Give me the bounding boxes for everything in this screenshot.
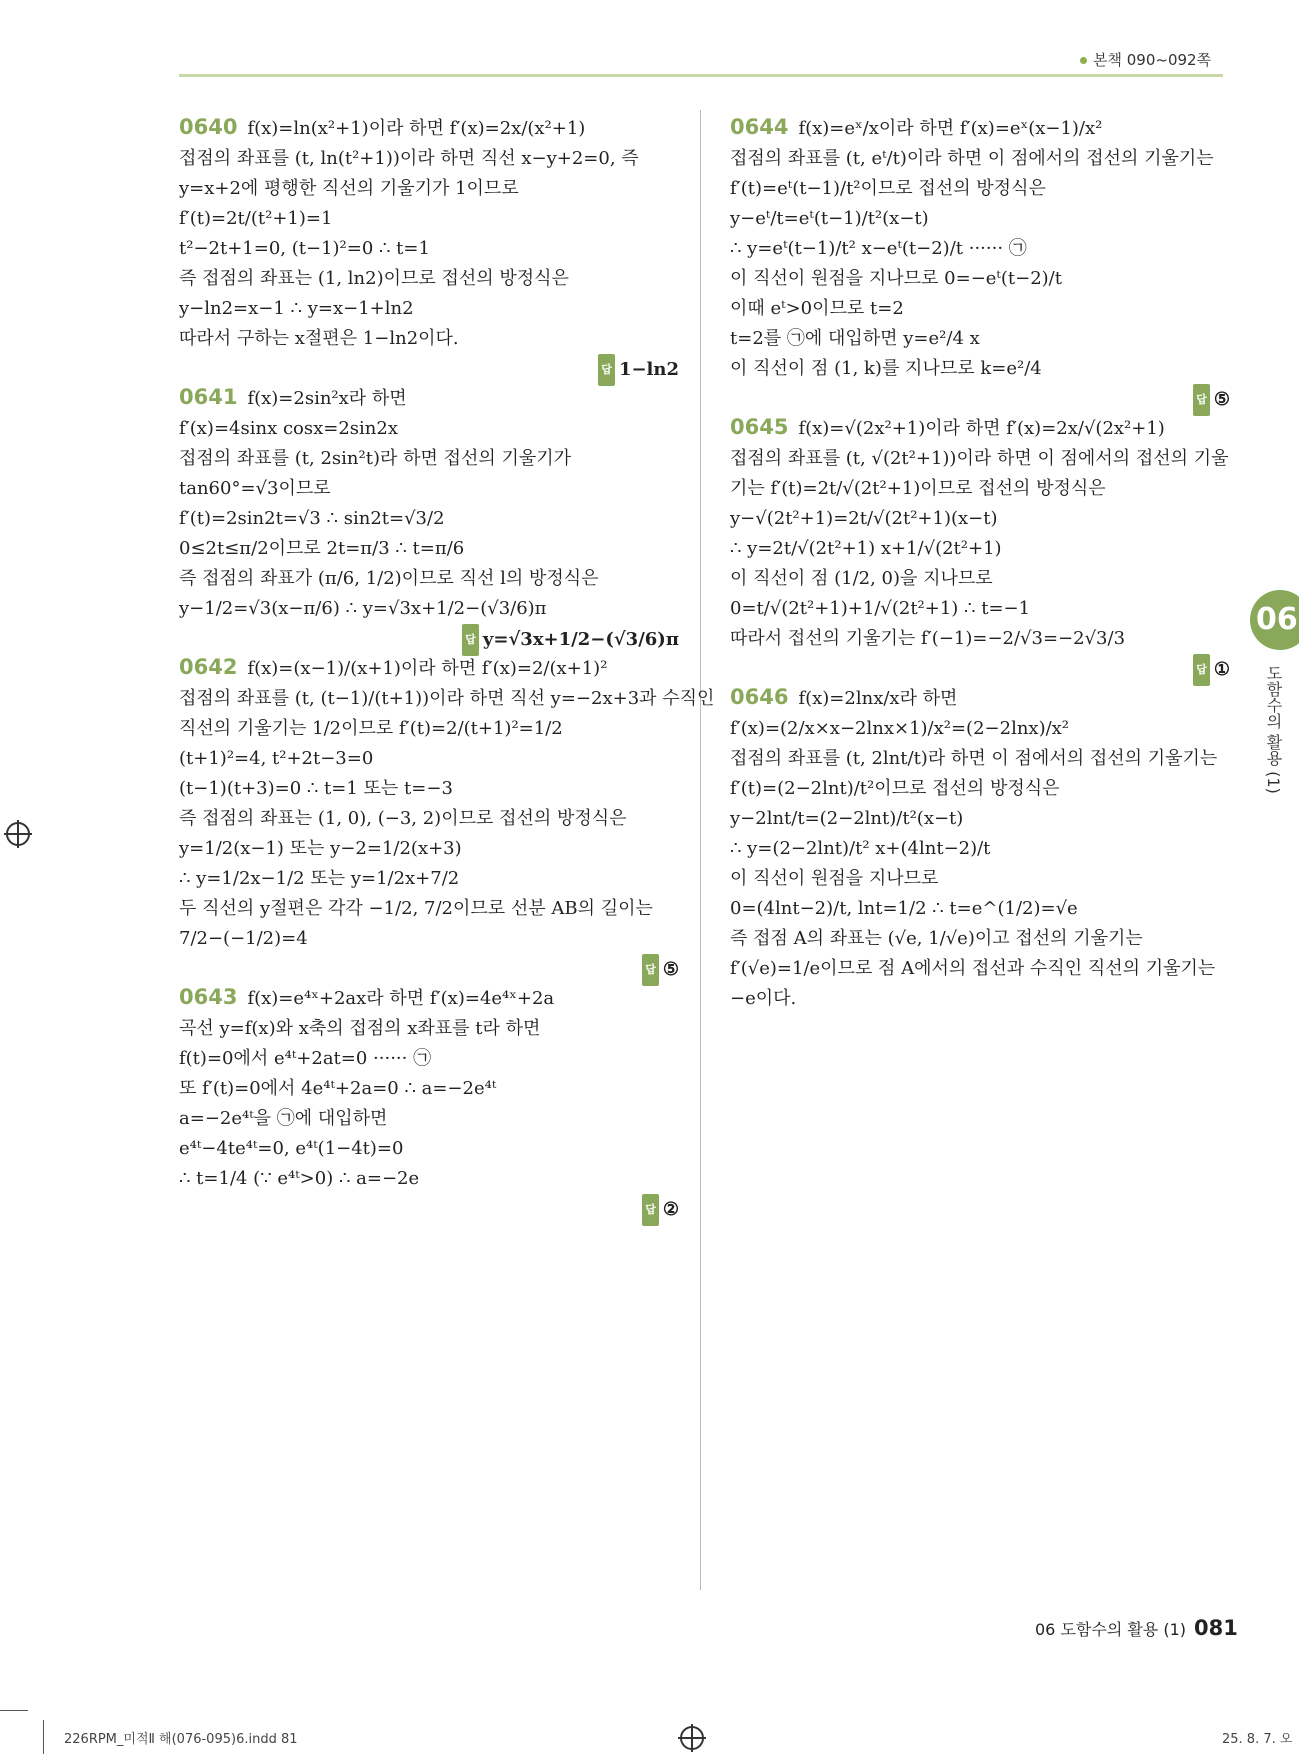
chapter-number: 06: [1256, 602, 1298, 637]
answer-value: 1−ln2: [618, 359, 679, 380]
solution-text: 접점의 좌표를 (t, (t−1)/(t+1))이라 하면 직선 y=−2x+3과 수직인: [179, 688, 715, 709]
solution-text: 즉 접점 A의 좌표는 (√e, 1/√e)이고 접선의 기울기는: [730, 928, 1143, 949]
solution-text: 이때 eᵗ>0이므로 t=2: [730, 298, 904, 319]
answer-tag-icon: 답: [1193, 384, 1210, 416]
solution-line: [179, 684, 715, 714]
solution-line: [730, 234, 1230, 264]
header-rule: [179, 74, 1223, 77]
solution-line: [730, 834, 1230, 864]
solution-line: [179, 474, 679, 504]
solution-line: [179, 504, 679, 534]
solution-text: f(x)=eˣ/x이라 하면 f′(x)=eˣ(x−1)/x²: [798, 118, 1103, 139]
column-divider: [700, 110, 701, 1590]
solution-line: [730, 264, 1230, 294]
solution-text: 이 직선이 점 (1/2, 0)을 지나므로: [730, 568, 993, 589]
solution-line: [179, 774, 679, 804]
solution-line: [730, 144, 1230, 174]
solution-line: [179, 234, 679, 264]
solution-line: [179, 264, 679, 294]
solution-line: [179, 894, 679, 924]
solution-text: y−eᵗ/t=eᵗ(t−1)/t²(x−t): [730, 208, 929, 229]
page-footer: [1035, 1616, 1238, 1640]
answer-value: ⑤: [662, 959, 679, 980]
answer: [1193, 384, 1230, 416]
solution-line: [730, 864, 1230, 894]
solution-line: [730, 564, 1230, 594]
solution-text: 즉 접점의 좌표가 (π/6, 1/2)이므로 직선 l의 방정식은: [179, 568, 599, 589]
solution-line: [730, 204, 1230, 234]
solution-line: [179, 652, 679, 684]
solution-text: 따라서 구하는 x절편은 1−ln2이다.: [179, 328, 459, 349]
solution-text: ∴ y=2t/√(2t²+1) x+1/√(2t²+1): [730, 538, 1002, 559]
solution-text: 두 직선의 y절편은 각각 −1/2, 7/2이므로 선분 AB의 길이는: [179, 898, 653, 919]
solution-text: 이 직선이 원점을 지나므로 0=−eᵗ(t−2)/t: [730, 268, 1062, 289]
crop-mark: [0, 1710, 28, 1711]
problem-0642: [179, 652, 715, 980]
right-column: [730, 112, 1230, 1042]
answer-tag-icon: 답: [598, 354, 615, 386]
solution-text: ∴ y=(2−2lnt)/t² x+(4lnt−2)/t: [730, 838, 991, 859]
solution-text: f′(t)=2sin2t=√3 ∴ sin2t=√3/2: [179, 508, 445, 529]
solution-text: f′(t)=eᵗ(t−1)/t²이므로 접선의 방정식은: [730, 178, 1046, 199]
solution-text: f′(√e)=1/e이므로 점 A에서의 접선과 수직인 직선의 기울기는: [730, 958, 1216, 979]
solution-line: [730, 774, 1230, 804]
solution-line: [179, 382, 679, 414]
solution-text: f′(t)=(2−2lnt)/t²이므로 접선의 방정식은: [730, 778, 1060, 799]
registration-mark-icon: [6, 822, 30, 846]
answer-tag-icon: 답: [642, 954, 659, 986]
problem-0646: [730, 682, 1230, 1014]
solution-line: [179, 1014, 679, 1044]
solution-text: 7/2−(−1/2)=4: [179, 928, 308, 949]
solution-line: [730, 682, 1230, 714]
solution-text: 접점의 좌표를 (t, √(2t²+1))이라 하면 이 점에서의 접선의 기울: [730, 448, 1229, 469]
problem-0643: [179, 982, 679, 1220]
solution-line: [179, 564, 679, 594]
solution-line: [179, 982, 679, 1014]
solution-line: [730, 954, 1230, 984]
solution-text: f′(t)=2t/(t²+1)=1: [179, 208, 333, 229]
solution-text: 또 f′(t)=0에서 4e⁴ᵗ+2a=0 ∴ a=−2e⁴ᵗ: [179, 1078, 497, 1099]
problem-number: 0646: [730, 685, 789, 709]
solution-text: f(x)=(x−1)/(x+1)이라 하면 f′(x)=2/(x+1)²: [247, 658, 608, 679]
slug-file: 226RPM_미적Ⅱ 해(076-095)6.indd 81: [64, 1732, 298, 1747]
solution-line: [730, 804, 1230, 834]
solution-text: tan60°=√3이므로: [179, 478, 331, 499]
solution-text: e⁴ᵗ−4te⁴ᵗ=0, e⁴ᵗ(1−4t)=0: [179, 1138, 404, 1159]
solution-line: [179, 1134, 679, 1164]
solution-line: [179, 112, 679, 144]
solution-line: [730, 174, 1230, 204]
problem-number: 0642: [179, 655, 238, 679]
solution-text: y−1/2=√3(x−π/6) ∴ y=√3x+1/2−(√3/6)π: [179, 598, 547, 619]
solution-text: f(x)=2sin²x라 하면: [247, 388, 407, 409]
solution-line: [730, 474, 1230, 504]
solution-text: f(x)=2lnx/x라 하면: [798, 688, 958, 709]
problem-number: 0644: [730, 115, 789, 139]
solution-line: [179, 804, 679, 834]
page-header: [1080, 49, 1211, 70]
solution-text: ∴ t=1/4 (∵ e⁴ᵗ>0) ∴ a=−2e: [179, 1168, 420, 1189]
solution-line: [730, 924, 1230, 954]
bullet-dot-icon: [1080, 57, 1087, 64]
solution-line: [179, 144, 679, 174]
solution-text: f(t)=0에서 e⁴ᵗ+2at=0 ······ ㉠: [179, 1048, 432, 1069]
solution-text: ∴ y=1/2x−1/2 또는 y=1/2x+7/2: [179, 868, 460, 889]
solution-line: [179, 1104, 679, 1134]
answer: [598, 354, 679, 386]
solution-line: [730, 594, 1230, 624]
answer-value: y=√3x+1/2−(√3/6)π: [482, 629, 679, 650]
solution-text: −e이다.: [730, 988, 797, 1009]
solution-line: [730, 744, 1230, 774]
solution-line: [179, 324, 679, 354]
solution-line: [730, 412, 1230, 444]
solution-text: f(x)=ln(x²+1)이라 하면 f′(x)=2x/(x²+1): [247, 118, 586, 139]
solution-text: t²−2t+1=0, (t−1)²=0 ∴ t=1: [179, 238, 430, 259]
crop-mark: [43, 1720, 44, 1754]
solution-text: (t−1)(t+3)=0 ∴ t=1 또는 t=−3: [179, 778, 453, 799]
solution-line: [730, 294, 1230, 324]
answer-tag-icon: 답: [642, 1194, 659, 1226]
solution-text: 직선의 기울기는 1/2이므로 f′(t)=2/(t+1)²=1/2: [179, 718, 563, 739]
solution-line: [179, 714, 679, 744]
solution-text: 접점의 좌표를 (t, eᵗ/t)이라 하면 이 점에서의 접선의 기울기는: [730, 148, 1214, 169]
answer: [1193, 654, 1230, 686]
solution-text: a=−2e⁴ᵗ을 ㉠에 대입하면: [179, 1108, 388, 1129]
solution-line: [730, 444, 1230, 474]
solution-line: [179, 534, 679, 564]
answer-tag-icon: 답: [1193, 654, 1210, 686]
solution-text: 0=(4lnt−2)/t, lnt=1/2 ∴ t=e^(1/2)=√e: [730, 898, 1078, 919]
solution-line: [730, 112, 1230, 144]
solution-line: [730, 984, 1230, 1014]
solution-line: [179, 744, 679, 774]
solution-text: 접점의 좌표를 (t, 2lnt/t)라 하면 이 점에서의 접선의 기울기는: [730, 748, 1218, 769]
footer-chapter: 06 도함수의 활용 (1): [1035, 1620, 1187, 1639]
solution-line: [179, 594, 679, 624]
problem-0644: [730, 112, 1230, 410]
answer-value: ⑤: [1213, 389, 1230, 410]
solution-line: [179, 444, 679, 474]
solution-line: [730, 534, 1230, 564]
problem-number: 0641: [179, 385, 238, 409]
solution-text: f′(x)=4sinx cosx=2sin2x: [179, 418, 398, 439]
solution-line: [179, 834, 679, 864]
problem-number: 0640: [179, 115, 238, 139]
solution-text: 이 직선이 점 (1, k)를 지나므로 k=e²/4: [730, 358, 1042, 379]
solution-text: y=x+2에 평행한 직선의 기울기가 1이므로: [179, 178, 519, 199]
solution-line: [179, 1074, 679, 1104]
solution-text: y=1/2(x−1) 또는 y−2=1/2(x+3): [179, 838, 462, 859]
solution-text: y−2lnt/t=(2−2lnt)/t²(x−t): [730, 808, 964, 829]
solution-text: 0=t/√(2t²+1)+1/√(2t²+1) ∴ t=−1: [730, 598, 1031, 619]
chapter-tab-title: 도함수의 활용 (1): [1264, 665, 1283, 794]
problem-number: 0645: [730, 415, 789, 439]
solution-text: 즉 접점의 좌표는 (1, ln2)이므로 접선의 방정식은: [179, 268, 569, 289]
problem-0641: [179, 382, 679, 650]
solution-line: [730, 894, 1230, 924]
solution-line: [179, 924, 679, 954]
left-column: [179, 112, 715, 1226]
solution-line: [730, 324, 1230, 354]
solution-text: y−√(2t²+1)=2t/√(2t²+1)(x−t): [730, 508, 998, 529]
answer: [642, 1194, 679, 1226]
solution-line: [730, 504, 1230, 534]
solution-text: 곡선 y=f(x)와 x축의 접점의 x좌표를 t라 하면: [179, 1018, 541, 1039]
solution-line: [179, 1164, 679, 1194]
solution-line: [730, 714, 1230, 744]
page-number: 081: [1194, 1616, 1238, 1640]
problem-0645: [730, 412, 1230, 680]
answer-value: ②: [662, 1199, 679, 1220]
solution-text: ∴ y=eᵗ(t−1)/t² x−eᵗ(t−2)/t ······ ㉠: [730, 238, 1027, 259]
answer-tag-icon: 답: [462, 624, 479, 656]
answer: [642, 954, 679, 986]
solution-line: [730, 624, 1230, 654]
solution-line: [179, 174, 679, 204]
solution-line: [179, 864, 679, 894]
problem-number: 0643: [179, 985, 238, 1009]
solution-text: 기는 f′(t)=2t/√(2t²+1)이므로 접선의 방정식은: [730, 478, 1106, 499]
solution-line: [179, 414, 679, 444]
solution-line: [730, 354, 1230, 384]
solution-text: 접점의 좌표를 (t, ln(t²+1))이라 하면 직선 x−y+2=0, 즉: [179, 148, 639, 169]
solution-text: y−ln2=x−1 ∴ y=x−1+ln2: [179, 298, 414, 319]
solution-text: 접점의 좌표를 (t, 2sin²t)라 하면 접선의 기울기가: [179, 448, 572, 469]
slug-date: 25. 8. 7. 오: [1222, 1732, 1293, 1747]
solution-text: 즉 접점의 좌표는 (1, 0), (−3, 2)이므로 접선의 방정식은: [179, 808, 627, 829]
solution-text: f(x)=e⁴ˣ+2ax라 하면 f′(x)=4e⁴ˣ+2a: [247, 988, 555, 1009]
solution-text: 이 직선이 원점을 지나므로: [730, 868, 939, 889]
registration-mark-icon: [680, 1726, 704, 1750]
header-label: 본책 090~092쪽: [1093, 51, 1212, 69]
problem-0640: [179, 112, 679, 380]
solution-text: t=2를 ㉠에 대입하면 y=e²/4 x: [730, 328, 980, 349]
solution-text: 따라서 접선의 기울기는 f′(−1)=−2/√3=−2√3/3: [730, 628, 1126, 649]
solution-text: (t+1)²=4, t²+2t−3=0: [179, 748, 374, 769]
solution-text: f(x)=√(2x²+1)이라 하면 f′(x)=2x/√(2x²+1): [798, 418, 1165, 439]
chapter-tab: [1250, 590, 1299, 650]
solution-line: [179, 204, 679, 234]
solution-line: [179, 294, 679, 324]
solution-line: [179, 1044, 679, 1074]
solution-text: 0≤2t≤π/2이므로 2t=π/3 ∴ t=π/6: [179, 538, 465, 559]
answer-value: ①: [1213, 659, 1230, 680]
solution-text: f′(x)=(2/x×x−2lnx×1)/x²=(2−2lnx)/x²: [730, 718, 1070, 739]
